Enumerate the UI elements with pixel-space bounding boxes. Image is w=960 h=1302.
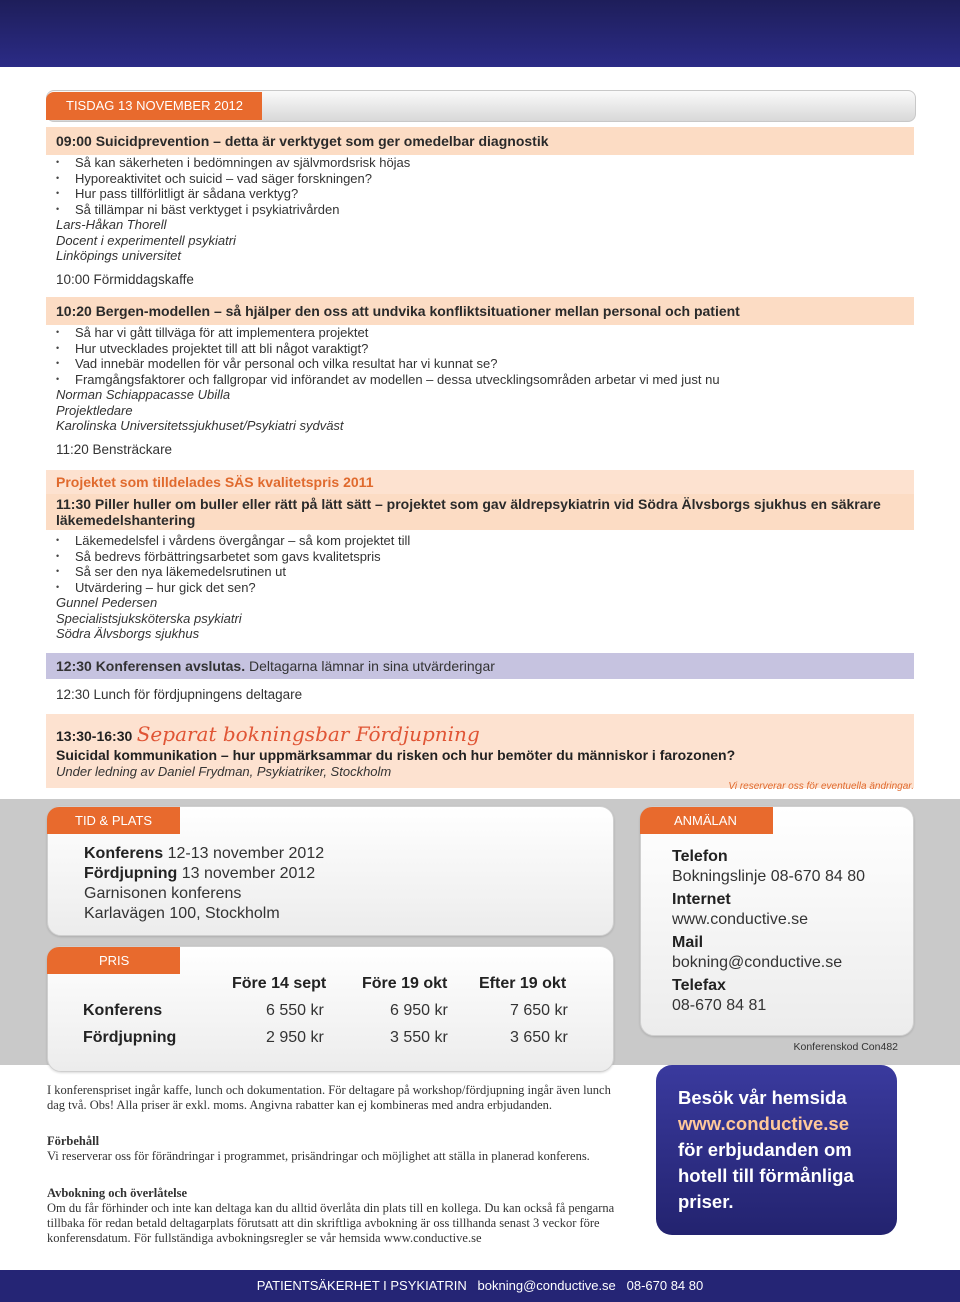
- promo-line: hotell till förmånliga: [678, 1165, 854, 1186]
- list-item: • Vad innebär modellen för vår personal och vilka resultat har vi kunnat se?: [56, 356, 720, 372]
- list-item: • Så kan säkerheten i bedömningen av självmordsrisk höjas: [56, 155, 410, 171]
- venue-address: Karlavägen 100, Stockholm: [84, 905, 280, 922]
- footer-text: PATIENTSÄKERHET I PSYKIATRIN bokning@conductive.se 08-670 84 80: [256, 1278, 704, 1293]
- price-row-label: Fördjupning: [83, 1029, 177, 1046]
- break-coffee: 10:00 Förmiddagskaffe: [56, 272, 194, 287]
- break-stretch: 11:20 Bensträckare: [56, 442, 173, 457]
- deepening-box: [46, 714, 914, 788]
- reservation-heading: Förbehåll: [47, 1134, 100, 1148]
- close-time: 12:30 Konferensen avslutas.: [56, 658, 246, 674]
- contact-label: Telefon: [672, 848, 728, 865]
- conference-dates: 12-13 november 2012: [163, 845, 325, 862]
- promo-line: för erbjudanden om: [678, 1139, 852, 1160]
- price-header-2: Före 19 okt: [362, 975, 448, 992]
- list-item: • Hur utvecklades projektet till att bli något varaktigt?: [56, 341, 720, 357]
- session-title-2: 10:20 Bergen-modellen – så hjälper den oss att undvika konfliktsituationer mellan personal och patient: [46, 297, 914, 325]
- price-tab: PRIS: [47, 947, 180, 974]
- list-item: • Så har vi gått tillväga för att implementera projektet: [56, 325, 720, 341]
- list-item: • Läkemedelsfel i vårdens övergångar – så kom projektet till: [56, 533, 410, 549]
- promo-line: priser.: [678, 1191, 734, 1212]
- time-place-content: [84, 844, 324, 924]
- cancellation-text: Om du får förhinder och inte kan deltaga kan du alltid överlåta din plats till en kollega. Du kan också få pengarna tillbaka för redan betald deltagarplats förutsatt att din skriftliga avbokning är oss tillhanda senast 3 veckor före konferensdatum. För fullständiga avbokningsregler se vår hemsida www.conductive.se: [47, 1201, 615, 1245]
- top-banner: [0, 0, 960, 67]
- list-item: • Hur pass tillförlitligt är sådana verktyg?: [56, 186, 410, 202]
- price-cell: 7 650 kr: [510, 1002, 568, 1019]
- venue-name: Garnisonen konferens: [84, 885, 242, 902]
- cancellation-heading: Avbokning och överlåtelse: [47, 1186, 188, 1200]
- price-cell: 3 550 kr: [390, 1029, 448, 1046]
- day-label: TISDAG 13 NOVEMBER 2012: [46, 92, 262, 120]
- promo-line: Besök vår hemsida: [678, 1087, 847, 1108]
- registration-content: [672, 847, 865, 1016]
- list-item: • Utvärdering – hur gick det sen?: [56, 580, 410, 596]
- contact-value: 08-670 84 81: [672, 997, 767, 1014]
- session-title-3: 11:30 Piller huller om buller eller rätt på lätt sätt – projektet som gav äldrepsykiatrin vid Södra Älvsborgs sjukhus en säkrare läkemedelshantering: [46, 494, 914, 530]
- list-item: • Så bedrevs förbättringsarbetet som gavs kvalitetspris: [56, 549, 410, 565]
- list-item: • Så tillämpar ni bäst verktyget i psykiatrivården: [56, 202, 410, 218]
- speaker-org: Södra Älvsborgs sjukhus: [56, 626, 200, 641]
- price-header-3: Efter 19 okt: [479, 975, 567, 992]
- session-3-bullets: [56, 533, 410, 595]
- contact-label: Internet: [672, 891, 731, 908]
- website-promo-box[interactable]: [656, 1065, 897, 1235]
- registration-tab: ANMÄLAN: [640, 807, 773, 834]
- promo-url[interactable]: www.conductive.se: [678, 1113, 849, 1134]
- speaker-org: Karolinska Universitetssjukhuset/Psykiatri sydväst: [56, 418, 344, 433]
- conference-code: Konferenskod Con482: [793, 1041, 898, 1053]
- speaker-name: Norman Schiappacasse Ubilla: [56, 387, 231, 402]
- speaker-title: Projektledare: [56, 402, 133, 418]
- reserve-note: Vi reserverar oss för eventuella ändringar.: [728, 781, 914, 792]
- deepening-date: 13 november 2012: [177, 865, 316, 882]
- list-item: • Hyporeaktivitet och suicid – vad säger forskningen?: [56, 171, 410, 187]
- contact-value[interactable]: Bokningslinje 08-670 84 80: [672, 868, 866, 885]
- lunch-line: 12:30 Lunch för fördjupningens deltagare: [56, 687, 303, 702]
- session-title-1: 09:00 Suicidprevention – detta är verktyget som ger omedelbar diagnostik: [46, 127, 914, 155]
- time-place-tab: TID & PLATS: [47, 807, 180, 834]
- session-2-bullets: [56, 325, 720, 387]
- conference-close-bar: [46, 653, 914, 679]
- info-paragraph: I konferenspriset ingår kaffe, lunch och dokumentation. För deltagare på workshop/fördjupning ingår även lunch dag två. Obs! Alla priser är exkl. moms. Angivna rabatter kan ej kombineras med andra erbjudanden.: [47, 1083, 611, 1112]
- speaker-name: Gunnel Pedersen: [56, 595, 158, 610]
- award-banner: Projektet som tilldelades SÄS kvalitetspris 2011: [46, 470, 914, 494]
- price-header-1: Före 14 sept: [232, 975, 327, 992]
- conference-label: Konferens: [84, 845, 164, 862]
- session-3-content: [56, 533, 410, 642]
- price-cell: 2 950 kr: [266, 1029, 324, 1046]
- price-cell: 6 950 kr: [390, 1002, 448, 1019]
- deepening-label: Fördjupning: [84, 865, 178, 882]
- speaker-name: Lars-Håkan Thorell: [56, 217, 167, 232]
- speaker-title: Docent i experimentell psykiatri: [56, 232, 236, 248]
- cancellation-section: [47, 1186, 627, 1246]
- footer-bar: [0, 1270, 960, 1302]
- contact-label: Mail: [672, 934, 704, 951]
- reservation-text: Vi reserverar oss för förändringar i programmet, prisändringar och möjlighet att ställa in planerad konferens.: [47, 1149, 590, 1163]
- reservation-section: [47, 1134, 627, 1164]
- list-item: • Så ser den nya läkemedelsrutinen ut: [56, 564, 410, 580]
- session-1-content: [56, 155, 410, 264]
- close-note: Deltagarna lämnar in sina utvärderingar: [245, 658, 495, 674]
- session-1-bullets: [56, 155, 410, 217]
- website-link[interactable]: www.conductive.se: [672, 911, 809, 928]
- deepening-lead: Under ledning av Daniel Frydman, Psykiatriker, Stockholm: [56, 764, 392, 779]
- price-row-label: Konferens: [83, 1002, 163, 1019]
- deepening-title: Suicidal kommunikation – hur uppmärksammar du risken och hur bemöter du människor i farozonen?: [56, 747, 736, 763]
- speaker-title: Specialistsjuksköterska psykiatri: [56, 610, 242, 626]
- price-cell: 6 550 kr: [266, 1002, 324, 1019]
- deepening-header: [56, 722, 914, 746]
- session-2-content: [56, 325, 720, 434]
- speaker-org: Linköpings universitet: [56, 248, 182, 263]
- email-link[interactable]: bokning@conductive.se: [672, 954, 843, 971]
- deepening-time: 13:30-16:30: [56, 728, 133, 744]
- deepening-tag: Separat bokningsbar Fördjupning: [136, 722, 480, 746]
- list-item: • Framgångsfaktorer och fallgropar vid införandet av modellen – dessa utvecklingsområden arbetar vi med just nu: [56, 372, 720, 388]
- price-cell: 3 650 kr: [510, 1029, 568, 1046]
- contact-label: Telefax: [672, 977, 726, 994]
